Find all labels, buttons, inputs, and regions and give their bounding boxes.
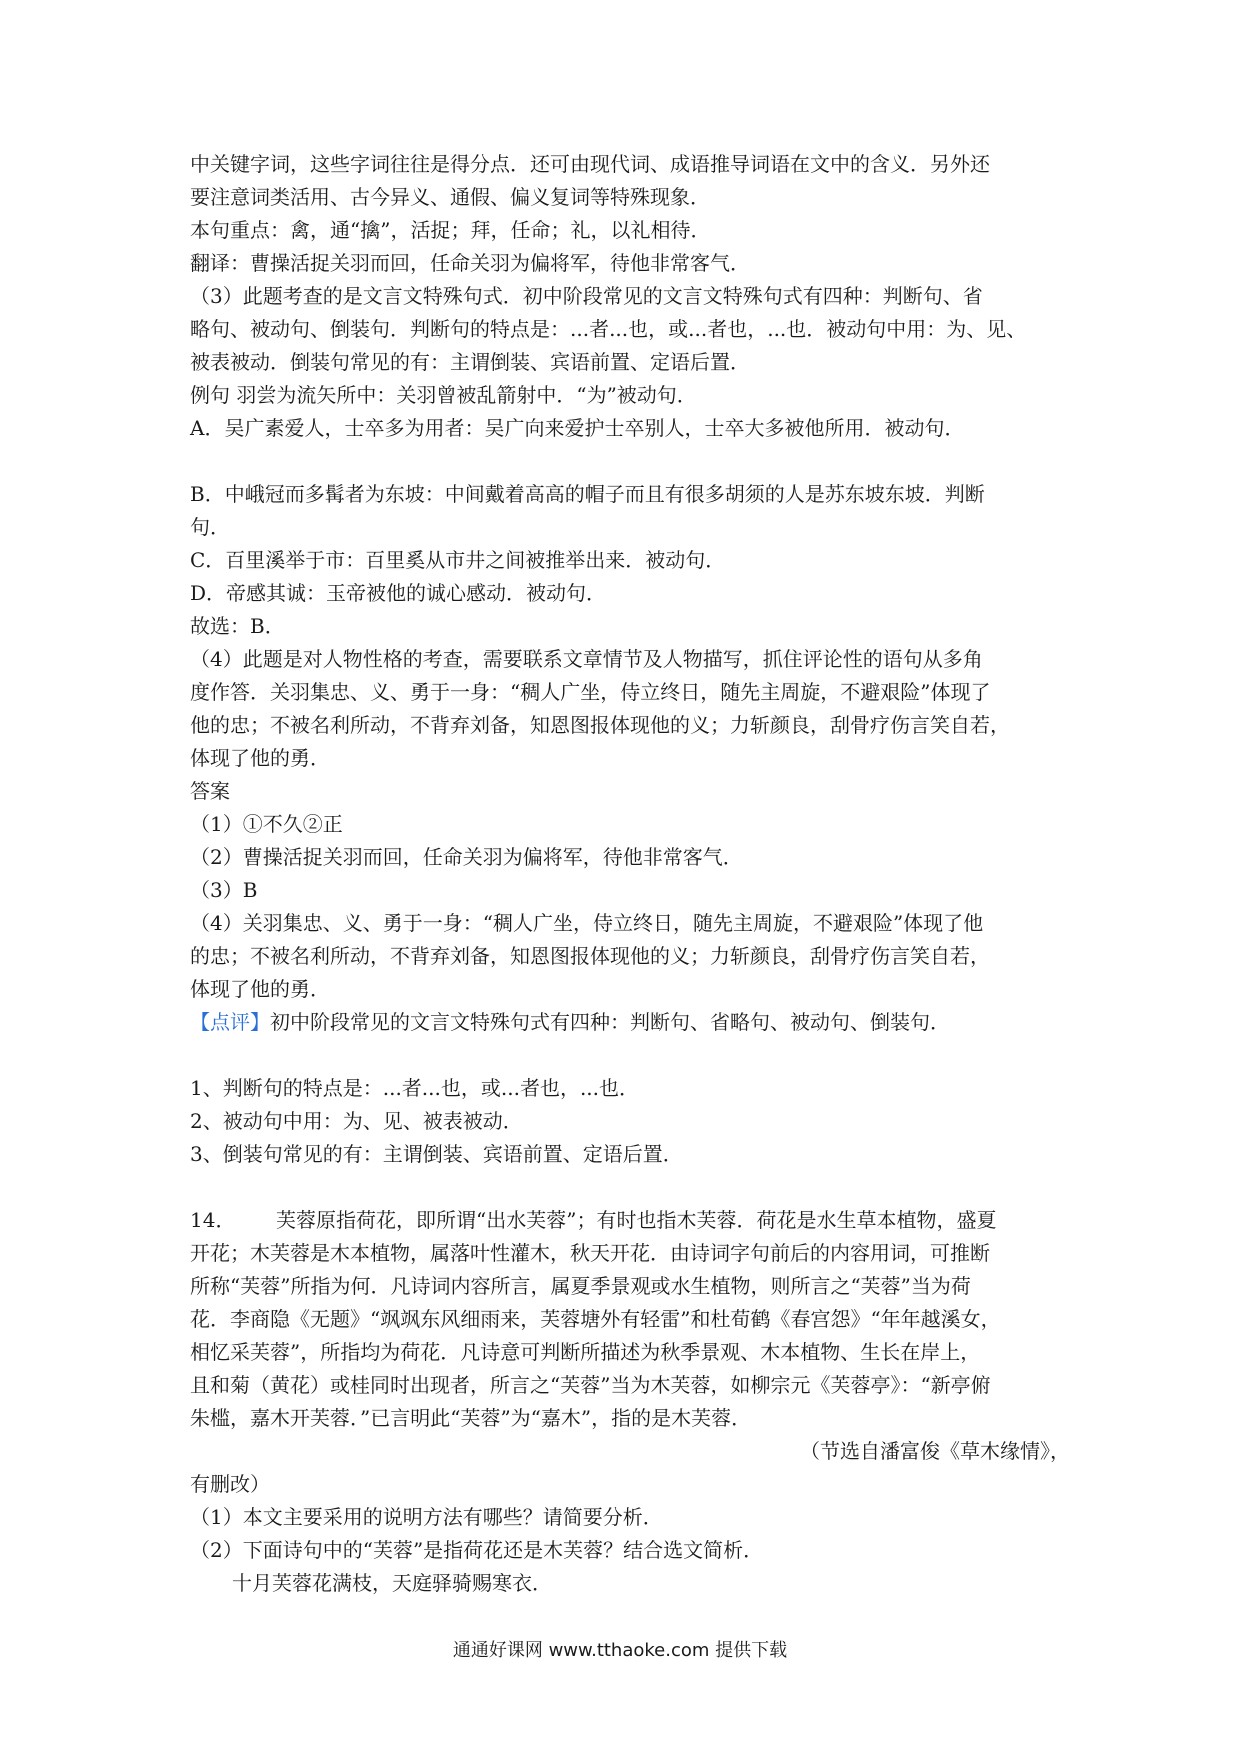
text-line: 被表被动．倒装句常见的有：主谓倒装、宾语前置、定语后置． — [190, 350, 750, 374]
text-line: 相忆采芙蓉”，所指均为荷花．凡诗意可判断所描述为秋季景观、木本植物、生长在岸上， — [190, 1340, 981, 1364]
question-first-line — [190, 1204, 1070, 1237]
paragraph-block-3 — [190, 1072, 1070, 1171]
text-line: 本句重点：禽，通“擒”，活捉；拜，任命；礼，以礼相待． — [190, 218, 711, 242]
text-line: B．中峨冠而多髯者为东坡：中间戴着高高的帽子而且有很多胡须的人是苏东坡东坡．判断 — [190, 482, 985, 506]
text-line: 中关键字词，这些字词往往是得分点．还可由现代词、成语推导词语在文中的含义．另外还 — [190, 152, 990, 176]
comment-tag: 【点评】 — [190, 1010, 270, 1034]
text-line: （3）此题考查的是文言文特殊句式．初中阶段常见的文言文特殊句式有四种：判断句、省 — [190, 284, 983, 308]
list-item: 2、被动句中用：为、见、被表被动． — [190, 1109, 523, 1133]
paragraph-block-1 — [190, 148, 1070, 445]
text-line: 句． — [190, 515, 230, 539]
blank-line — [190, 1171, 1070, 1204]
text-line: 故选：B． — [190, 614, 285, 638]
answer-line: （2）曹操活捉关羽而回，任命关羽为偏将军，待他非常客气． — [190, 845, 743, 869]
text-line: 开花；木芙蓉是木本植物，属落叶性灌木，秋天开花．由诗词字句前后的内容用词，可推断 — [190, 1241, 990, 1265]
document-body — [190, 148, 1070, 1600]
text-line: A．吴广素爱人，士卒多为用者：吴广向来爱护士卒别人，士卒大多被他所用．被动句． — [190, 416, 965, 440]
source-citation: （节选自潘富俊《草木缘情》， — [800, 1439, 1070, 1463]
text-line: 度作答．关羽集忠、义、勇于一身：“稠人广坐，侍立终日，随先主周旋，不避艰险”体现了 — [190, 680, 991, 704]
answer-line: 的忠；不被名利所动，不背弃刘备，知恩图报体现他的义；力斩颜良，刮骨疗伤言笑自若， — [190, 944, 990, 968]
text-line: C．百里溪举于市：百里奚从市井之间被推举出来．被动句． — [190, 548, 726, 572]
text-line: （4）此题是对人物性格的考查，需要联系文章情节及人物描写，抓住评论性的语句从多角 — [190, 647, 983, 671]
text-line: 略句、被动句、倒装句．判断句的特点是：...者...也，或...者也，...也．被动句中用：为、见、 — [190, 317, 1027, 341]
text-line: D．帝感其诚：玉帝被他的诚心感动．被动句． — [190, 581, 607, 605]
answer-heading: 答案 — [190, 779, 230, 803]
question-text: 芙蓉原指荷花，即所谓“出水芙蓉”；有时也指木芙蓉．荷花是水生草本植物，盛夏 — [276, 1208, 997, 1232]
comment-text: 初中阶段常见的文言文特殊句式有四种：判断句、省略句、被动句、倒装句． — [270, 1010, 950, 1034]
sub-question: （2）下面诗句中的“芙蓉”是指荷花还是木芙蓉？结合选文简析． — [190, 1538, 764, 1562]
text-line: 他的忠；不被名利所动，不背弃刘备，知恩图报体现他的义；力斩颜良，刮骨疗伤言笑自若， — [190, 713, 1010, 737]
comment-line — [190, 1006, 1070, 1039]
text-line: 所称“芙蓉”所指为何．凡诗词内容所言，属夏季景观或水生植物，则所言之“芙蓉”当为荷 — [190, 1274, 971, 1298]
text-line: 花．李商隐《无题》“飒飒东风细雨来，芙蓉塘外有轻雷”和杜荀鹤《春宫怨》“年年越溪女， — [190, 1307, 1001, 1331]
list-item: 3、倒装句常见的有：主谓倒装、宾语前置、定语后置． — [190, 1142, 683, 1166]
list-item: 1、判断句的特点是：...者...也，或...者也，...也． — [190, 1076, 640, 1100]
sub-question: （1）本文主要采用的说明方法有哪些？请简要分析． — [190, 1505, 663, 1529]
answer-line: （1）①不久②正 — [190, 812, 343, 836]
text-line: 且和菊（黄花）或桂同时出现者，所言之“芙蓉”当为木芙蓉，如柳宗元《芙蓉亭》：“新亭俯 — [190, 1373, 991, 1397]
text-line: 要注意词类活用、古今异义、通假、偏义复词等特殊现象． — [190, 185, 710, 209]
answer-line: 体现了他的勇． — [190, 977, 330, 1001]
page-footer: 通通好课网 www.tthaoke.com 提供下载 — [452, 1640, 788, 1661]
question-14 — [190, 1204, 1070, 1600]
text-line: 朱槛，嘉木开芙蓉．”已言明此“芙蓉”为“嘉木”，指的是木芙蓉． — [190, 1406, 752, 1430]
paragraph-block-2 — [190, 478, 1070, 1039]
text-line: 例句 羽尝为流矢所中：关羽曾被乱箭射中．“为”被动句． — [190, 383, 697, 407]
text-line: 体现了他的勇． — [190, 746, 330, 770]
poem-line: 十月芙蓉花满枝，天庭驿骑赐寒衣． — [232, 1571, 552, 1595]
question-number: 14． — [190, 1208, 236, 1232]
blank-line — [190, 445, 1070, 478]
text-line: 翻译：曹操活捉关羽而回，任命关羽为偏将军，待他非常客气． — [190, 251, 750, 275]
source-citation-cont: 有删改） — [190, 1472, 270, 1496]
blank-line — [190, 1039, 1070, 1072]
answer-line: （4）关羽集忠、义、勇于一身：“稠人广坐，侍立终日，随先主周旋，不避艰险”体现了他 — [190, 911, 984, 935]
answer-line: （3）B — [190, 878, 258, 902]
